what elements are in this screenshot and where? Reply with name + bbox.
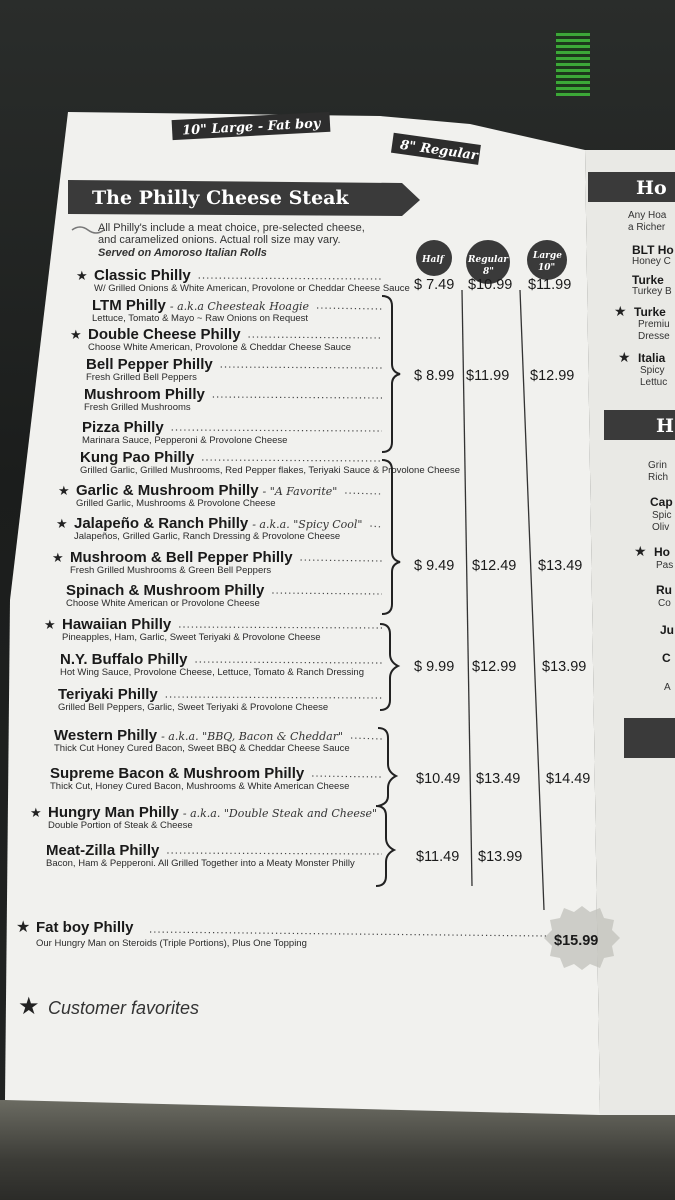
item-description: Hot Wing Sauce, Provolone Cheese, Lettuce, Tomato & Ranch Dressing [60, 667, 364, 678]
item-description: Choose White American or Provolone Cheese [66, 598, 260, 609]
svg-text:Dresse: Dresse [638, 331, 670, 342]
svg-text:Turke: Turke [634, 305, 666, 319]
price-large: $14.49 [546, 771, 591, 787]
svg-text:Ju: Ju [660, 623, 675, 637]
item-aka: - a.k.a. "Spicy Cool" [252, 518, 363, 531]
svg-text:a Richer: a Richer [628, 222, 666, 233]
svg-text:Oliv: Oliv [652, 522, 670, 533]
item-name: Meat-Zilla Philly [46, 842, 160, 859]
item-name: Jalapeño & Ranch Philly [74, 515, 249, 532]
svg-text:Pas: Pas [656, 560, 674, 571]
item-name: Pizza Philly [82, 419, 164, 436]
price-large: $11.99 [528, 277, 572, 293]
svg-text:Ru: Ru [656, 583, 672, 597]
price-half: $10.49 [416, 771, 461, 787]
svg-text:Regular: Regular [468, 255, 509, 265]
item-name: Double Cheese Philly [88, 326, 241, 343]
star-icon: ★ [56, 516, 68, 531]
star-icon: ★ [618, 349, 631, 365]
svg-text:Ho: Ho [654, 545, 670, 559]
item-description: Double Portion of Steak & Cheese [48, 820, 193, 831]
price-half: $11.49 [416, 849, 460, 865]
item-description: Thick Cut, Honey Cured Bacon, Mushrooms & White American Cheese [50, 781, 350, 792]
svg-text:Co: Co [658, 598, 671, 609]
item-name: Mushroom Philly [84, 386, 205, 403]
item-description: Lettuce, Tomato & Mayo ~ Raw Onions on Request [92, 313, 309, 324]
item-name: N.Y. Buffalo Philly [60, 651, 188, 668]
price-regular: $12.49 [472, 558, 517, 574]
item-description: Bacon, Ham & Pepperoni. All Grilled Together into a Meaty Monster Philly [46, 858, 355, 869]
item-name: Mushroom & Bell Pepper Philly [70, 549, 293, 566]
badge-half [416, 240, 452, 276]
svg-text:H: H [656, 415, 674, 437]
svg-text:Half: Half [422, 255, 444, 265]
price-large: $12.99 [530, 368, 575, 384]
star-icon: ★ [70, 327, 82, 342]
price-half: $ 9.49 [414, 558, 455, 574]
item-name: Classic Philly [94, 267, 191, 284]
star-icon: ★ [76, 268, 88, 283]
tab-large-label: 10" Large - Fat boy [181, 116, 321, 139]
menu-item [54, 727, 382, 754]
item-aka: - a.k.a. "Double Steak and Cheese" [182, 807, 378, 820]
right-header-3 [624, 718, 675, 758]
item-name: Spinach & Mushroom Philly [66, 582, 265, 599]
svg-text:Spic: Spic [652, 510, 672, 521]
price-regular: $10.99 [468, 277, 513, 293]
svg-text:C: C [662, 651, 671, 665]
item-name: Hungry Man Philly [48, 804, 179, 821]
svg-text:Premiu: Premiu [638, 319, 670, 330]
svg-text:A: A [664, 682, 671, 693]
svg-text:BLT Ho: BLT Ho [632, 243, 674, 257]
star-icon: ★ [16, 919, 31, 936]
item-description: Grilled Bell Peppers, Garlic, Sweet Teriyaki & Provolone Cheese [58, 702, 329, 713]
item-description: Jalapeños, Grilled Garlic, Ranch Dressing & Provolone Cheese [74, 531, 341, 542]
item-name: LTM Philly [92, 297, 166, 314]
price-regular: $12.99 [472, 659, 517, 675]
item-name: Teriyaki Philly [58, 686, 158, 703]
item-description: Choose White American, Provolone & Cheddar Cheese Sauce [88, 342, 351, 353]
star-icon: ★ [30, 805, 42, 820]
svg-text:Ho: Ho [636, 177, 667, 199]
item-description: Grilled Garlic, Grilled Mushrooms, Red Pepper flakes, Teriyaki Sauce & Provolone Cheese [80, 465, 460, 476]
item-description: Pineapples, Ham, Garlic, Sweet Teriyaki & Provolone Cheese [62, 632, 321, 643]
price-half: $ 7.49 [414, 277, 455, 293]
price-regular: $13.49 [476, 771, 521, 787]
item-description: Fresh Grilled Mushrooms & Green Bell Peppers [70, 565, 272, 576]
svg-text:Honey C: Honey C [632, 256, 671, 267]
star-icon: ★ [614, 303, 627, 319]
item-description: Fresh Grilled Mushrooms [84, 402, 191, 413]
price-half: $ 9.99 [414, 659, 455, 675]
svg-text:Spicy: Spicy [640, 365, 665, 376]
item-name: Western Philly [54, 727, 158, 744]
item-description: W/ Grilled Onions & White American, Provolone or Cheddar Cheese Sauce [94, 283, 410, 294]
star-icon: ★ [44, 617, 56, 632]
svg-text:Turke: Turke [632, 273, 664, 287]
svg-text:8": 8" [483, 267, 494, 277]
svg-text:Any Hoa: Any Hoa [628, 210, 667, 221]
item-name: Bell Pepper Philly [86, 356, 213, 373]
section-header [68, 180, 420, 216]
fatboy-desc: Our Hungry Man on Steroids (Triple Portions), Plus One Topping [36, 938, 307, 949]
item-name: Supreme Bacon & Mushroom Philly [50, 765, 305, 782]
item-aka: - "A Favorite" [262, 485, 338, 498]
item-aka: - a.k.a. "BBQ, Bacon & Cheddar" [161, 730, 344, 743]
svg-text:Grin: Grin [648, 460, 667, 471]
item-name: Garlic & Mushroom Philly [76, 482, 259, 499]
menu-item [56, 515, 382, 542]
item-aka: - a.k.a Cheesteak Hoagie [169, 300, 310, 313]
item-description: Marinara Sauce, Pepperoni & Provolone Cheese [82, 435, 288, 446]
svg-text:and caramelized onions. Actual: and caramelized onions. Actual roll size may vary. [98, 234, 341, 246]
legend-label: Customer favorites [48, 998, 200, 1018]
svg-text:Served on Amoroso Italian Roll: Served on Amoroso Italian Rolls [98, 247, 267, 259]
svg-text:Cap: Cap [650, 495, 673, 509]
menu-page-left [5, 112, 600, 1115]
price-half: $ 8.99 [414, 368, 455, 384]
fatboy-price: $15.99 [554, 933, 599, 949]
svg-text:Rich: Rich [648, 472, 669, 483]
star-icon: ★ [634, 543, 647, 559]
price-large: $13.49 [538, 558, 583, 574]
price-large: $13.99 [542, 659, 587, 675]
svg-text:Turkey B: Turkey B [632, 286, 672, 297]
item-description: Grilled Garlic, Mushrooms & Provolone Cheese [76, 498, 276, 509]
badge-large [527, 240, 567, 280]
star-icon: ★ [18, 993, 40, 1020]
price-regular: $13.99 [478, 849, 523, 865]
svg-text:All Philly's include a meat ch: All Philly's include a meat choice, pre-selected cheese, [98, 222, 365, 234]
item-description: Fresh Grilled Bell Peppers [86, 372, 197, 383]
star-icon: ★ [58, 483, 70, 498]
item-description: Thick Cut Honey Cured Bacon, Sweet BBQ & Cheddar Cheese Sauce [54, 743, 350, 754]
item-name: Hawaiian Philly [62, 616, 172, 633]
svg-text:Italia: Italia [638, 351, 666, 365]
price-regular: $11.99 [466, 368, 510, 384]
fatboy-name: Fat boy Philly [36, 919, 134, 936]
svg-text:Lettuc: Lettuc [640, 377, 668, 388]
section-title: The Philly Cheese Steak [92, 187, 349, 209]
svg-text:Large: Large [533, 251, 562, 261]
svg-text:10": 10" [538, 263, 556, 273]
tab-regular-label: 8" Regular [399, 137, 479, 164]
star-icon: ★ [52, 550, 64, 565]
item-name: Kung Pao Philly [80, 449, 195, 466]
